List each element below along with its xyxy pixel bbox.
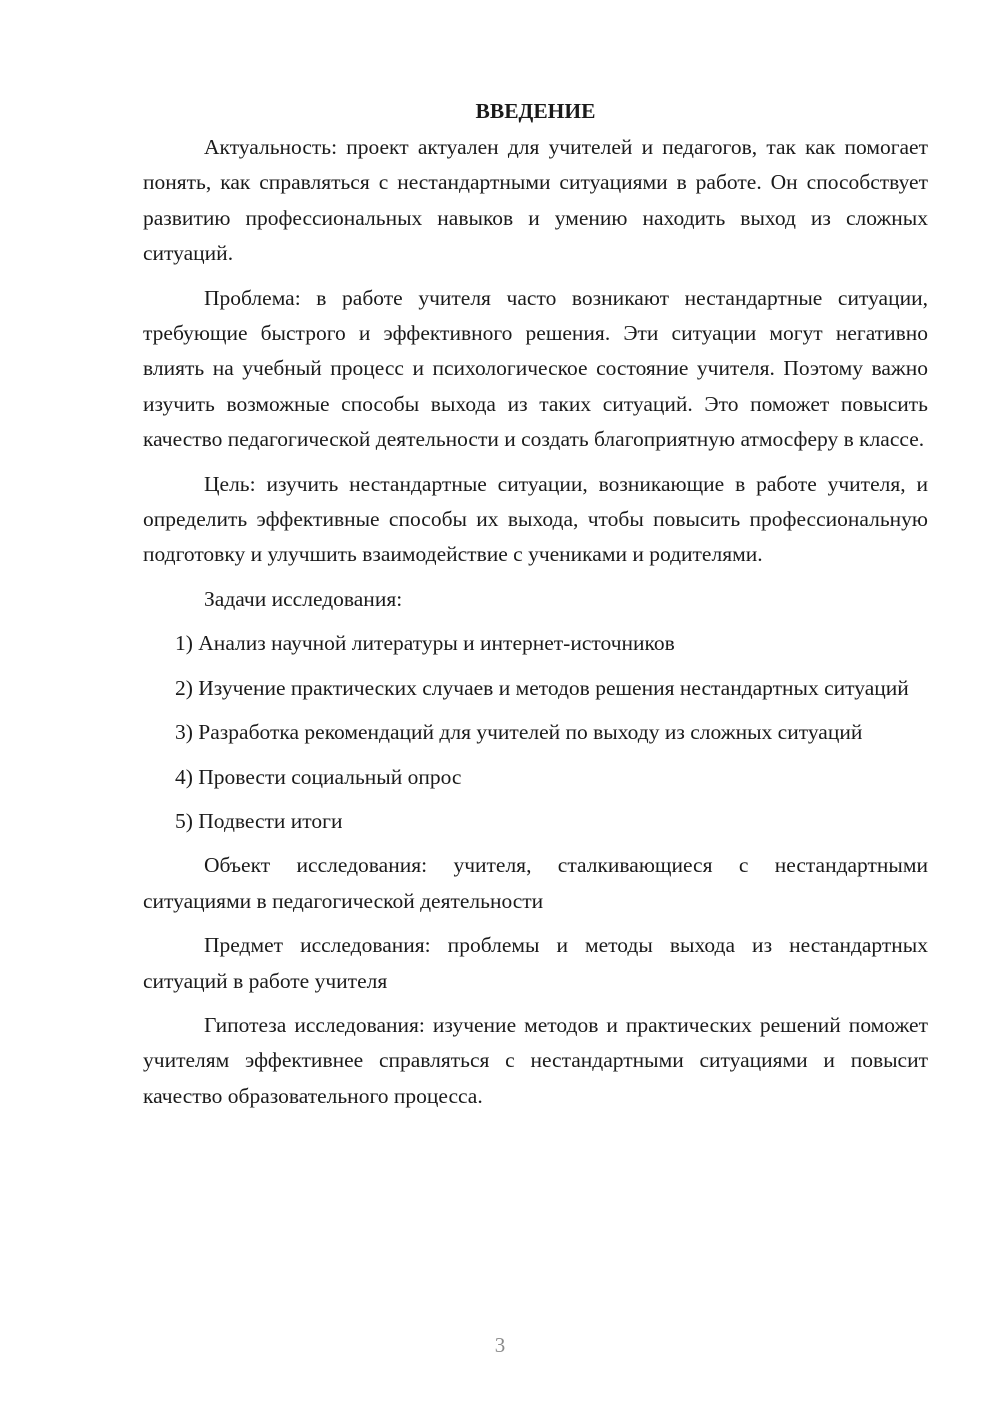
section-title: ВВЕДЕНИЕ (475, 99, 596, 123)
paragraph-goal: Цель: изучить нестандартные ситуации, возникающие в работе учителя, и определить эффективные способы их выхода, чтобы повысить профессиональную подготовку и улучшить взаимодействие с учениками и родителями. (143, 471, 928, 567)
document-page (143, 92, 928, 1114)
tasks-heading: Задачи исследования: (204, 586, 403, 611)
task-item-2: 2) Изучение практических случаев и методов решения нестандартных ситуаций (175, 675, 909, 700)
task-item-4: 4) Провести социальный опрос (175, 764, 462, 789)
task-item-1: 1) Анализ научной литературы и интернет-источников (175, 631, 675, 656)
task-item-3: 3) Разработка рекомендаций для учителей по выходу из сложных ситуаций (175, 720, 863, 745)
paragraph-subject: Предмет исследования: проблемы и методы выхода из нестандартных ситуаций в работе учителя (143, 933, 928, 993)
paragraph-object: Объект исследования: учителя, сталкивающиеся с нестандартными ситуациями в педагогической деятельности (143, 853, 928, 913)
paragraph-relevance: Актуальность: проект актуален для учителей и педагогов, так как помогает понять, как справляться с нестандартными ситуациями в работе. Он способствует развитию профессиональных навыков и умению находить выход из сложных ситуаций. (143, 135, 928, 266)
task-item-5: 5) Подвести итоги (175, 808, 343, 833)
paragraph-problem: Проблема: в работе учителя часто возникают нестандартные ситуации, требующие быстрого и эффективного решения. Эти ситуации могут негативно влиять на учебный процесс и психологическое состояние учителя. Поэтому важно изучить возможные способы выхода из таких ситуаций. Это поможет повысить качество педагогической деятельности и создать благоприятную атмосферу в классе. (143, 285, 928, 452)
paragraph-hypothesis: Гипотеза исследования: изучение методов и практических решений поможет учителям эффективнее справляться с нестандартными ситуациями и повысит качество образовательного процесса. (143, 1012, 928, 1108)
page-number: 3 (494, 1333, 506, 1357)
